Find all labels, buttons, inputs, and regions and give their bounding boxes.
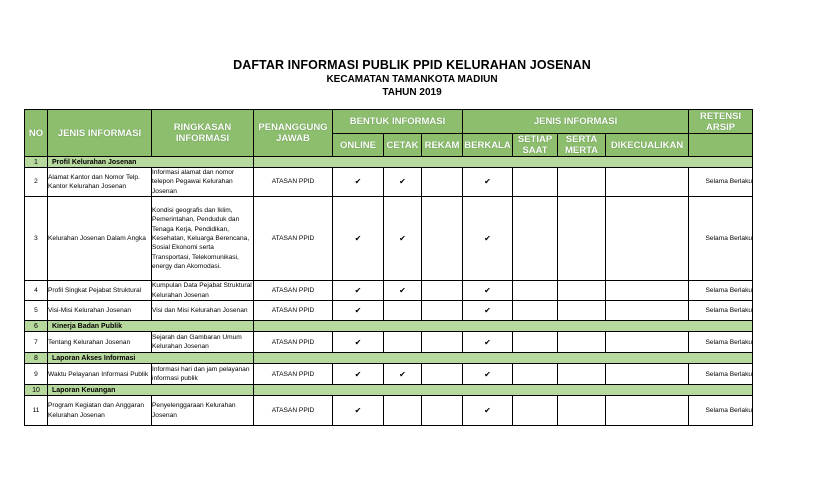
check-icon: ✔: [333, 332, 384, 353]
table-row: [25, 197, 753, 281]
row-penanggung-jawab: ATASAN PPID: [254, 168, 333, 197]
row-retensi: Selama Berlaku: [689, 168, 753, 197]
row-no: 3: [25, 197, 48, 281]
document-title: DAFTAR INFORMASI PUBLIK PPID KELURAHAN JOSENAN: [233, 58, 591, 72]
header-berkala: BERKALA: [463, 134, 513, 157]
header-setiap-saat: SETIAP SAAT: [513, 134, 558, 157]
section-row: [25, 157, 753, 168]
check-icon: ✔: [333, 364, 384, 385]
check-icon: ✔: [463, 396, 513, 426]
information-table: [24, 109, 753, 426]
check-icon: ✔: [384, 364, 422, 385]
check-icon: ✔: [463, 281, 513, 301]
section-no: 10: [25, 385, 48, 396]
check-icon: ✔: [463, 197, 513, 281]
section-title: Laporan Akses Informasi: [48, 353, 254, 364]
row-ringkasan: Visi dan Misi Kelurahan Josenan: [152, 301, 254, 321]
check-icon: ✔: [333, 168, 384, 197]
row-ringkasan: Kondisi geografis dan Iklim, Pemerintahan, Penduduk dan Tenaga Kerja, Pendidikan, Kesehatan, Keluarga Berencana, Sosial Ekonomi serta Transportasi, Telekomunikasi, energy dan Akomodasi.: [152, 197, 254, 281]
row-retensi: Selama Berlaku: [689, 364, 753, 385]
header-dikecualikan: DIKECUALIKAN: [606, 134, 689, 157]
document-year: TAHUN 2019: [382, 87, 442, 98]
header-rekam: REKAM: [422, 134, 463, 157]
row-no: 2: [25, 168, 48, 197]
check-icon: ✔: [463, 364, 513, 385]
check-icon: ✔: [463, 332, 513, 353]
header-cetak: CETAK: [384, 134, 422, 157]
section-no: 1: [25, 157, 48, 168]
header-bentuk-informasi: BENTUK INFORMASI: [333, 110, 463, 134]
section-row: [25, 321, 753, 332]
row-jenis: Visi-Misi Kelurahan Josenan: [48, 301, 152, 321]
row-ringkasan: Informasi alamat dan nomor telepon Pegawai Kelurahan Josenan: [152, 168, 254, 197]
row-ringkasan: Sejarah dan Gambaran Umum Kelurahan Josenan: [152, 332, 254, 353]
row-ringkasan: Informasi hari dan jam pelayanan informasi publik: [152, 364, 254, 385]
header-online: ONLINE: [333, 134, 384, 157]
row-jenis: Kelurahan Josenan Dalam Angka: [48, 197, 152, 281]
header-no: NO: [25, 110, 48, 157]
row-retensi: Selama Berlaku: [689, 197, 753, 281]
check-icon: ✔: [384, 197, 422, 281]
row-penanggung-jawab: ATASAN PPID: [254, 197, 333, 281]
row-jenis: Profil Singkat Pejabat Struktural: [48, 281, 152, 301]
row-jenis: Waktu Pelayanan Informasi Publik: [48, 364, 152, 385]
check-icon: ✔: [384, 168, 422, 197]
row-no: 9: [25, 364, 48, 385]
section-no: 8: [25, 353, 48, 364]
section-title: Kinerja Badan Publik: [48, 321, 254, 332]
row-jenis: Program Kegiatan dan Anggaran Kelurahan Josenan: [48, 396, 152, 426]
row-jenis: Alamat Kantor dan Nomor Telp. Kantor Kelurahan Josenan: [48, 168, 152, 197]
section-row: [25, 353, 753, 364]
check-icon: ✔: [333, 197, 384, 281]
check-icon: ✔: [384, 281, 422, 301]
header-serta-merta: SERTA MERTA: [558, 134, 606, 157]
row-no: 5: [25, 301, 48, 321]
row-retensi: Selama Berlaku: [689, 332, 753, 353]
row-penanggung-jawab: ATASAN PPID: [254, 396, 333, 426]
section-row: [25, 385, 753, 396]
table-row: [25, 396, 753, 426]
row-jenis: Tentang Kelurahan Josenan: [48, 332, 152, 353]
table-row: [25, 168, 753, 197]
check-icon: ✔: [333, 301, 384, 321]
row-penanggung-jawab: ATASAN PPID: [254, 332, 333, 353]
section-title: Laporan Keuangan: [48, 385, 254, 396]
header-ringkasan: RINGKASAN INFORMASI: [152, 110, 254, 157]
row-penanggung-jawab: ATASAN PPID: [254, 364, 333, 385]
section-title: Profil Kelurahan Josenan: [48, 157, 254, 168]
table-row: [25, 281, 753, 301]
row-ringkasan: Penyelenggaraan Kelurahan Josenan: [152, 396, 254, 426]
section-no: 6: [25, 321, 48, 332]
row-no: 11: [25, 396, 48, 426]
row-penanggung-jawab: ATASAN PPID: [254, 301, 333, 321]
row-ringkasan: Kumpulan Data Pejabat Struktural Kelurahan Josenan: [152, 282, 252, 299]
header-jenis-informasi-group: JENIS INFORMASI: [463, 110, 689, 134]
table-row: [25, 364, 753, 385]
check-icon: ✔: [463, 301, 513, 321]
document-titles: [0, 57, 824, 99]
row-retensi: Selama Berlaku: [689, 301, 753, 321]
header-retensi: RETENSI ARSIP: [689, 110, 753, 134]
check-icon: ✔: [463, 168, 513, 197]
header-row-1: [25, 110, 753, 134]
table-row: [25, 301, 753, 321]
row-retensi: Selama Berlaku: [689, 281, 753, 301]
check-icon: ✔: [333, 396, 384, 426]
row-retensi: Selama Berlaku: [689, 396, 753, 426]
check-icon: ✔: [333, 281, 384, 301]
document-subtitle: KECAMATAN TAMANKOTA MADIUN: [326, 74, 498, 85]
row-no: 4: [25, 281, 48, 301]
header-jenis-informasi: JENIS INFORMASI: [48, 110, 152, 157]
row-penanggung-jawab: ATASAN PPID: [254, 281, 333, 301]
header-penanggung-jawab: PENANGGUNG JAWAB: [254, 110, 333, 157]
row-no: 7: [25, 332, 48, 353]
header-retensi-blank: [689, 134, 753, 157]
table-row: [25, 332, 753, 353]
